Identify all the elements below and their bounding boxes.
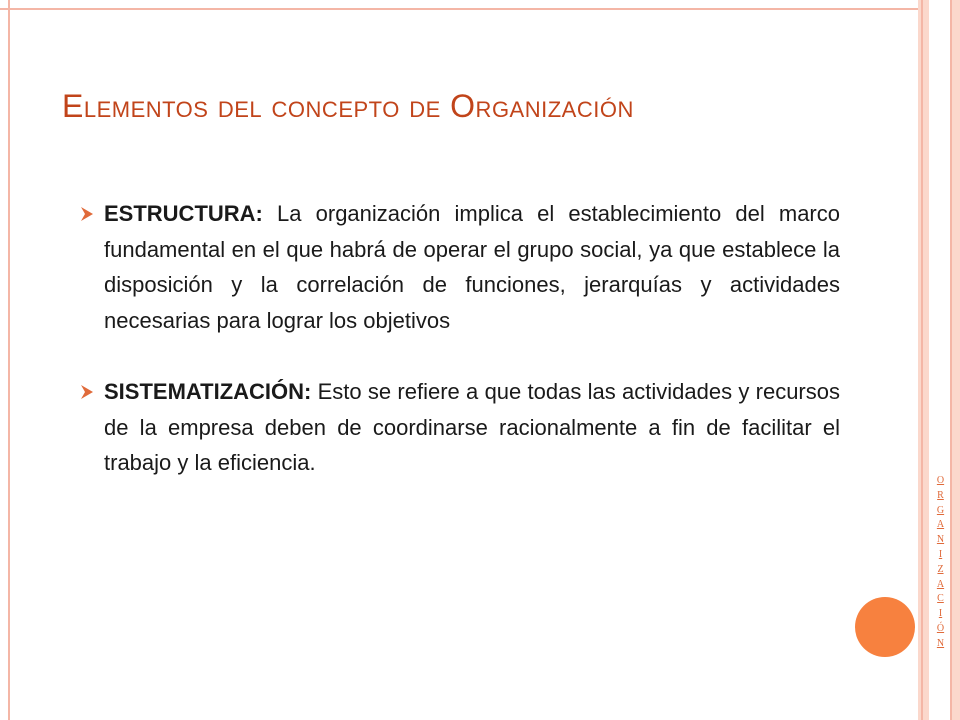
side-label-letter: N [936, 534, 945, 546]
side-label-letter: R [937, 489, 944, 501]
side-label-letter: A [936, 578, 945, 590]
side-label-letter: O [936, 475, 945, 486]
side-label-letter: Z [937, 563, 944, 575]
bullet-item-estructura [80, 196, 840, 338]
bullet-term: ESTRUCTURA: [104, 201, 263, 226]
bullet-item-sistematizacion [80, 374, 840, 481]
side-label-letter: I [938, 548, 943, 560]
vertical-side-label [929, 474, 952, 652]
bullet-list [80, 196, 840, 481]
slide-title: Elementos del concepto de Organización [62, 88, 634, 124]
arrowhead-bullet-icon [80, 204, 94, 224]
orange-circle-decoration [855, 597, 915, 657]
strip-line-left [921, 0, 923, 720]
bullet-text: Esto se refiere a que todas las actividades y recursos de la empresa deben de coordinarse racionalmente a fin de facilitar el trabajo y la eficiencia. [104, 379, 840, 475]
side-label-letter: G [936, 504, 945, 516]
side-label-letter: N [936, 637, 945, 649]
top-border-line [0, 8, 919, 10]
side-label-letter: C [937, 593, 944, 605]
bullet-term: SISTEMATIZACIÓN: [104, 379, 312, 404]
arrowhead-bullet-icon [80, 382, 94, 402]
bullet-text: La organización implica el establecimiento del marco fundamental en el que habrá de operar el grupo social, ya que establece la disposición y la correlación de funciones, jerarquías y actividades necesarias para lograr los objetivos [104, 201, 840, 333]
side-label-letter: I [938, 608, 943, 620]
side-label-letter: Ó [936, 622, 945, 634]
side-label-letter: A [936, 519, 945, 531]
left-border-line [8, 0, 10, 720]
